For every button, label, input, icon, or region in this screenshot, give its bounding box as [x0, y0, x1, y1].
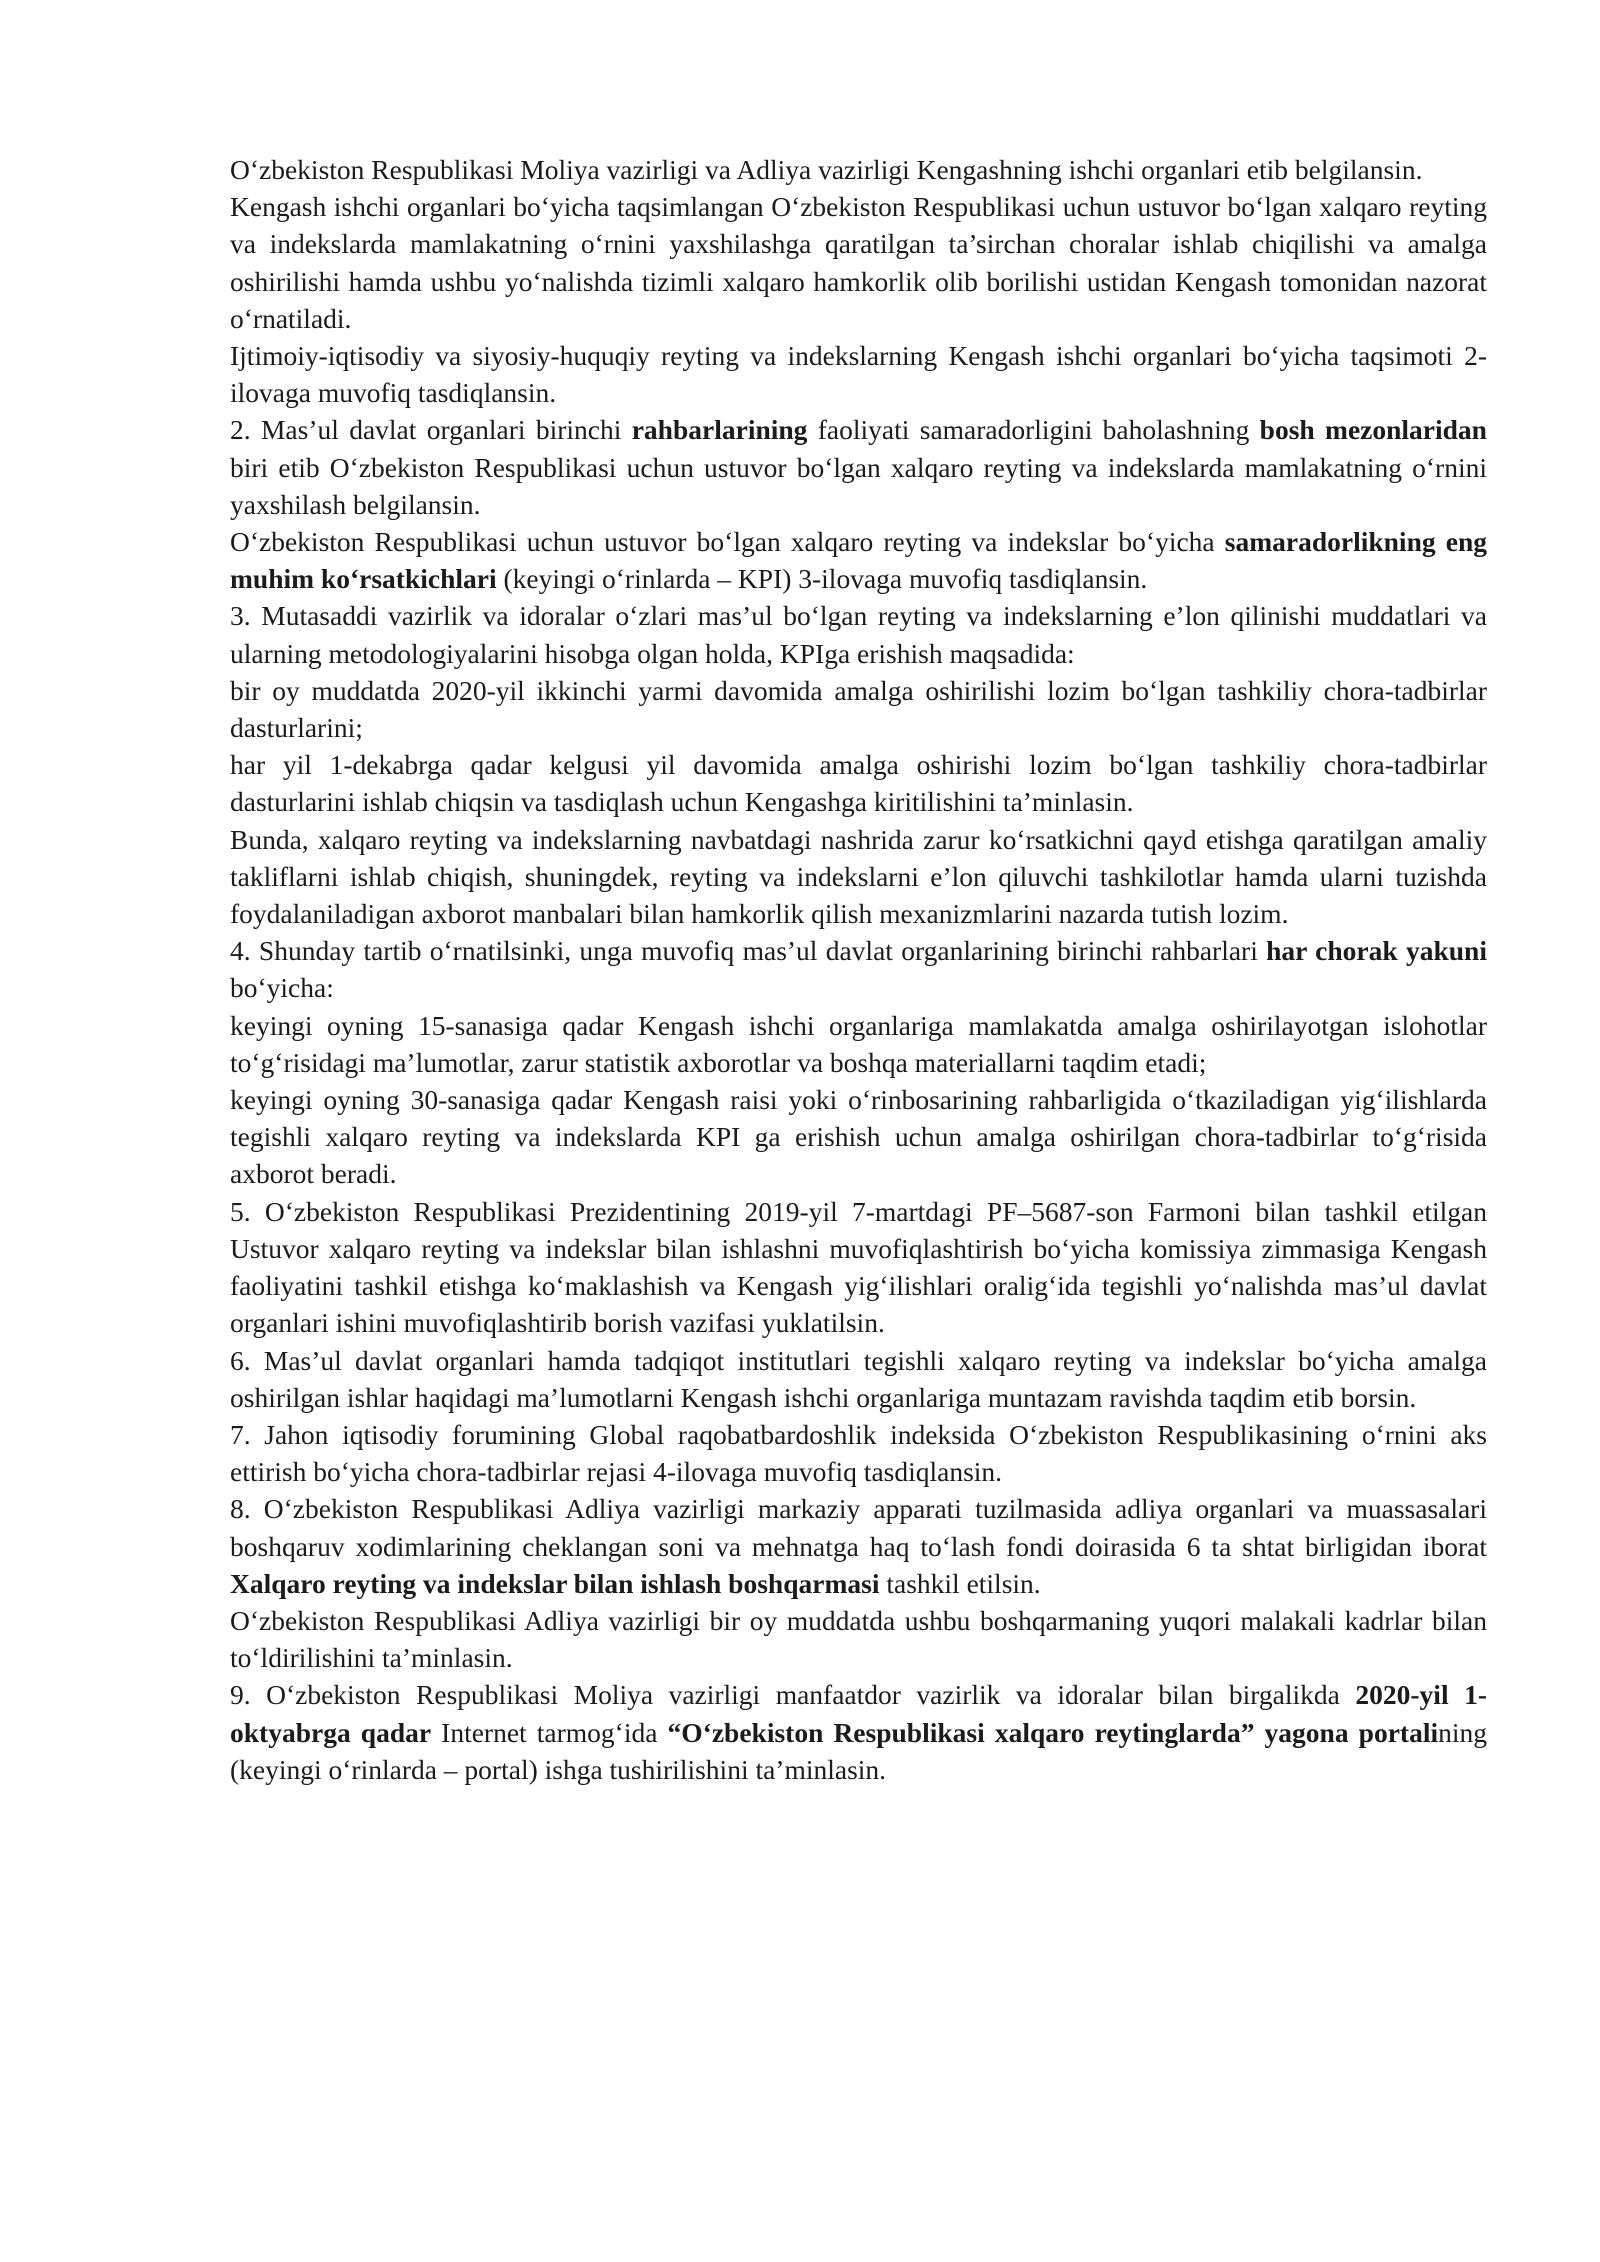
text-run: Kengash ishchi organlari bo‘yicha taqsimlangan O‘zbekiston Respublikasi uchun ustuvor bo‘lgan xalqaro reyting va indekslarda mamlakatning o‘rnini yaxshilashga qaratilgan ta’sirchan choralar ishlab chiqilishi va amalga oshirilishi hamda ushbu yo‘nalishda tizimli xalqaro hamkorlik olib borilishi ustidan Kengash tomonidan nazorat o‘rnatiladi. — [230, 191, 1487, 334]
bold-text-run: bosh mezonlaridan — [1259, 414, 1487, 446]
paragraph — [230, 1081, 1487, 1193]
bold-text-run: har chorak yakuni — [1266, 935, 1487, 967]
document-body — [230, 151, 1487, 1788]
text-run: 9. O‘zbekiston Respublikasi Moliya vazirligi manfaatdor vazirlik va idoralar bilan birgalikda — [230, 1679, 1356, 1711]
paragraph — [230, 597, 1487, 671]
paragraph — [230, 1490, 1487, 1602]
text-run: Bunda, xalqaro reyting va indekslarning navbatdagi nashrida zarur ko‘rsatkichni qayd etishga qaratilgan amaliy takliflarni ishlab chiqish, shuningdek, reyting va indekslarni e’lon qiluvchi tashkilotlar hamda ularni tuzishda foydalaniladigan axborot manbalari bilan hamkorlik qilish mexanizmlarini nazarda tutish lozim. — [230, 823, 1487, 930]
bold-text-run: 2020-yil 1-oktyabrga qadar — [230, 1679, 1487, 1748]
bold-text-run: rahbarlarining — [631, 414, 808, 446]
text-run: faoliyati samaradorligini baholashning — [807, 414, 1260, 446]
text-run: 3. Mutasaddi vazirlik va idoralar o‘zlari mas’ul bo‘lgan reyting va indekslarning e’lon qilinishi muddatlari va ularning metodologiyalarini hisobga olgan holda, KPIga erishish maqsadida: — [230, 600, 1487, 669]
paragraph — [230, 932, 1487, 1006]
text-run: 6. Mas’ul davlat organlari hamda tadqiqot institutlari tegishli xalqaro reyting va indekslar bo‘yicha amalga oshirilgan ishlar haqidagi ma’lumotlarni Kengash ishchi organlariga muntazam ravishda taqdim etib borsin. — [230, 1344, 1487, 1413]
bold-text-run: “O‘zbekiston Respublikasi xalqaro reytinglarda” yagona portali — [667, 1716, 1439, 1748]
text-run: Ijtimoiy-iqtisodiy va siyosiy-huquqiy reyting va indekslarning Kengash ishchi organlari bo‘yicha taqsimoti 2-ilovaga muvofiq tasdiqlansin. — [230, 340, 1487, 409]
paragraph — [230, 1602, 1487, 1676]
paragraph — [230, 1676, 1487, 1788]
bold-text-run: samaradorlikning eng muhim ko‘rsatkichlari — [230, 526, 1487, 595]
text-run: Internet tarmog‘ida — [431, 1716, 668, 1748]
text-run: 4. Shunday tartib o‘rnatilsinki, unga muvofiq mas’ul davlat organlarining birinchi rahbarlari — [230, 935, 1267, 967]
paragraph — [230, 411, 1487, 523]
text-run: 8. O‘zbekiston Respublikasi Adliya vazirligi markaziy apparati tuzilmasida adliya organlari va muassasalari boshqaruv xodimlarining cheklangan soni va mehnatga haq to‘lash fondi doirasida 6 ta shtat birligidan iborat — [230, 1493, 1487, 1562]
paragraph — [230, 1007, 1487, 1081]
text-run: O‘zbekiston Respublikasi Moliya vazirligi va Adliya vazirligi Kengashning ishchi organlari etib belgilansin. — [230, 154, 1423, 185]
paragraph — [230, 523, 1487, 597]
text-run: 7. Jahon iqtisodiy forumining Global raqobatbardoshlik indeksida O‘zbekiston Respublikasining o‘rnini aks ettirish bo‘yicha chora-tadbirlar rejasi 4-ilovaga muvofiq tasdiqlansin. — [230, 1418, 1487, 1488]
text-run: tashkil etilsin. — [879, 1567, 1041, 1599]
paragraph — [230, 337, 1487, 411]
text-run: O‘zbekiston Respublikasi Adliya vazirligi bir oy muddatda ushbu boshqarmaning yuqori malakali kadrlar bilan to‘ldirilishini ta’minlasin. — [230, 1604, 1487, 1674]
text-run: keyingi oyning 15-sanasiga qadar Kengash ishchi organlariga mamlakatda amalga oshirilayotgan islohotlar to‘g‘risidagi ma’lumotlar, zarur statistik axborotlar va boshqa materiallarni taqdim etadi; — [230, 1009, 1487, 1078]
bold-text-run: Xalqaro reyting va indekslar bilan ishlash boshqarmasi — [230, 1567, 880, 1599]
text-run: 5. O‘zbekiston Respublikasi Prezidentining 2019-yil 7-martdagi PF–5687-son Farmoni bilan tashkil etilgan Ustuvor xalqaro reyting va indekslar bilan ishlashni muvofiqlashtirish bo‘yicha komissiya zimmasiga Kengash faoliyatini tashkil etishga ko‘maklashish va Kengash yig‘ilishlari oralig‘ida tegishli yo‘nalishda mas’ul davlat organlari ishini muvofiqlashtirib borish vazifasi yuklatilsin. — [230, 1195, 1487, 1339]
text-run: keyingi oyning 30-sanasiga qadar Kengash raisi yoki o‘rinbosarining rahbarligida o‘tkaziladigan yig‘ilishlarda tegishli xalqaro reyting va indekslarda KPI ga erishish uchun amalga oshirilgan chora-tadbirlar to‘g‘risida axborot beradi. — [230, 1084, 1487, 1190]
paragraph — [230, 188, 1487, 337]
paragraph — [230, 151, 1487, 188]
text-run: har yil 1-dekabrga qadar kelgusi yil davomida amalga oshirishi lozim bo‘lgan tashkiliy chora-tadbirlar dasturlarini ishlab chiqsin va tasdiqlash uchun Kengashga kiritilishini ta’minlasin. — [230, 749, 1487, 818]
paragraph — [230, 1342, 1487, 1416]
text-run: ning (keyingi o‘rinlarda – portal) ishga tushirilishini ta’minlasin. — [230, 1716, 1488, 1785]
text-run: O‘zbekiston Respublikasi uchun ustuvor bo‘lgan xalqaro reyting va indekslar bo‘yicha — [230, 526, 1225, 558]
paragraph — [230, 1416, 1487, 1490]
text-run: 2. Mas’ul davlat organlari birinchi — [230, 414, 632, 446]
text-run: biri etib O‘zbekiston Respublikasi uchun ustuvor bo‘lgan xalqaro reyting va indekslarda mamlakatning o‘rnini yaxshilash belgilansin. — [230, 451, 1487, 520]
text-run: bir oy muddatda 2020-yil ikkinchi yarmi davomida amalga oshirilishi lozim bo‘lgan tashkiliy chora-tadbirlar dasturlarini; — [230, 674, 1487, 744]
paragraph — [230, 672, 1487, 746]
text-run: bo‘yicha: — [230, 972, 334, 1004]
paragraph — [230, 746, 1487, 820]
text-run: (keyingi o‘rinlarda – KPI) 3-ilovaga muvofiq tasdiqlansin. — [496, 563, 1148, 595]
paragraph — [230, 821, 1487, 933]
paragraph — [230, 1193, 1487, 1342]
